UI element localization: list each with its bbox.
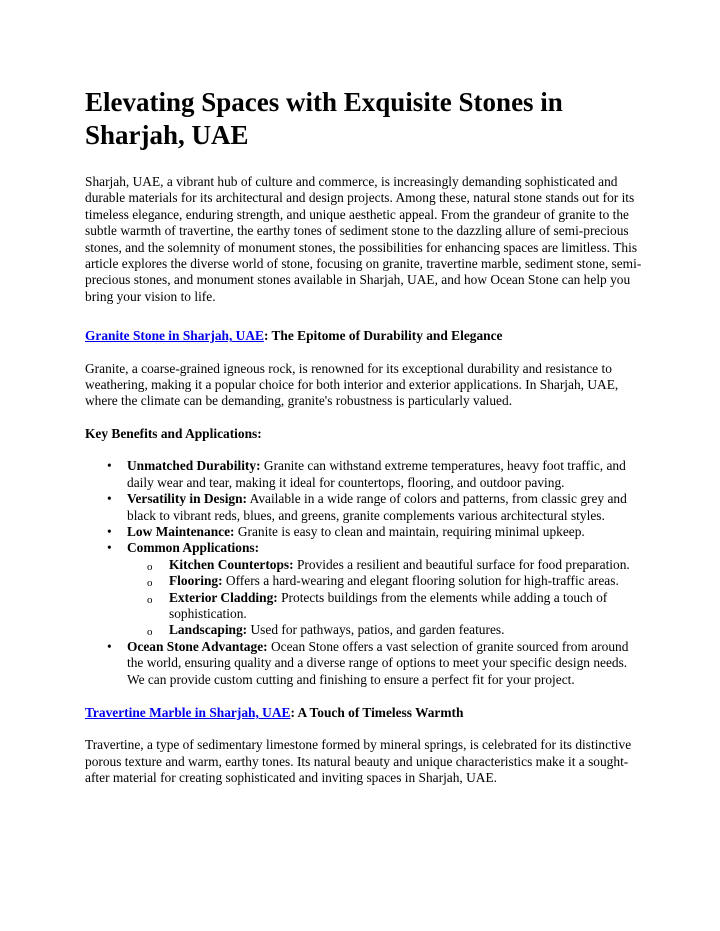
bullet-icon: • xyxy=(107,540,112,556)
page-title: Elevating Spaces with Exquisite Stones in Sharjah, UAE xyxy=(85,87,563,150)
sub-item-term: Landscaping: xyxy=(169,622,248,638)
bullet-icon: • xyxy=(107,491,112,507)
list-item-text: Granite can withstand extreme temperatures, heavy foot traffic, and daily wear and tear, making it ideal for countertops, flooring, and outdoor paving. xyxy=(127,458,626,490)
sub-list-item xyxy=(147,622,645,639)
travertine-section-heading xyxy=(85,705,645,721)
list-item xyxy=(107,523,645,540)
sub-item-text: Protects buildings from the elements while adding a touch of sophistication. xyxy=(169,589,608,621)
sub-list-item xyxy=(147,573,645,590)
travertine-paragraph: Travertine, a type of sedimentary limestone formed by mineral springs, is celebrated for its distinctive porous texture and warm, earthy tones. Its natural beauty and unique characteristics make it a sought-after material for creating sophisticated and inviting spaces in Sharjah, UAE. xyxy=(85,737,632,786)
list-item-term: Ocean Stone Advantage: xyxy=(127,638,268,654)
key-benefits-heading: Key Benefits and Applications: xyxy=(85,425,262,441)
granite-link[interactable]: Granite Stone in Sharjah, UAE xyxy=(85,328,264,344)
list-item-term: Common Applications: xyxy=(127,540,260,556)
sub-item-term: Kitchen Countertops: xyxy=(169,556,294,572)
list-item-term: Versatility in Design: xyxy=(127,491,248,507)
list-item-text: Ocean Stone offers a vast selection of granite sourced from around the world, ensuring quality and a diverse range of options to meet your specific design needs. We can provide custom cutting and finishing to ensure a perfect fit for your project. xyxy=(127,638,629,687)
circle-bullet-icon: o xyxy=(147,560,153,573)
circle-bullet-icon: o xyxy=(147,593,153,606)
list-item-term: Unmatched Durability: xyxy=(127,458,261,474)
sub-item-text: Provides a resilient and beautiful surface for food preparation. xyxy=(293,556,630,572)
travertine-heading-text: : A Touch of Timeless Warmth xyxy=(290,704,464,720)
granite-paragraph: Granite, a coarse-grained igneous rock, is renowned for its exceptional durability and resistance to weathering, making it a popular choice for both interior and exterior applications. In Sharjah, UAE, where the climate can be demanding, granite's robustness is particularly valued. xyxy=(85,360,619,409)
document-body xyxy=(85,86,645,787)
sub-item-term: Flooring: xyxy=(169,573,223,589)
benefits-list xyxy=(85,458,645,688)
sub-item-text: Used for pathways, patios, and garden features. xyxy=(247,622,505,638)
list-item xyxy=(107,638,645,688)
bullet-icon: • xyxy=(107,523,112,539)
sub-item-term: Exterior Cladding: xyxy=(169,589,278,605)
sub-list-item xyxy=(147,556,645,573)
circle-bullet-icon: o xyxy=(147,577,153,590)
granite-heading-text: : The Epitome of Durability and Elegance xyxy=(263,328,503,344)
sub-item-text: Offers a hard-wearing and elegant flooring solution for high-traffic areas. xyxy=(222,573,619,589)
bullet-icon: • xyxy=(107,458,112,474)
applications-sublist xyxy=(127,557,645,639)
circle-bullet-icon: o xyxy=(147,626,153,639)
list-item xyxy=(107,540,645,639)
sub-list-item xyxy=(147,589,645,623)
list-item-text: Available in a wide range of colors and patterns, from classic grey and black to vibrant reds, blues, and greens, granite complements various architectural styles. xyxy=(127,491,627,523)
travertine-link[interactable]: Travertine Marble in Sharjah, UAE xyxy=(85,704,291,720)
list-item-text: Granite is easy to clean and maintain, requiring minimal upkeep. xyxy=(234,523,585,539)
list-item xyxy=(107,491,645,524)
granite-section-heading xyxy=(85,328,645,344)
list-item-term: Low Maintenance: xyxy=(127,523,235,539)
intro-paragraph: Sharjah, UAE, a vibrant hub of culture and commerce, is increasingly demanding sophisticated and durable materials for its architectural and design projects. Among these, natural stone stands out for its timeless elegance, enduring strength, and unique aesthetic appeal. From the grandeur of granite to the subtle warmth of travertine, the earthy tones of sediment stone to the dazzling allure of semi-precious stones, and the solemnity of monument stones, the possibilities for enhancing spaces are limitless. This article explores the diverse world of stone, focusing on granite, travertine marble, sediment stone, semi-precious stones, and monument stones available in Sharjah, UAE, and how Ocean Stone can help you bring your vision to life. xyxy=(85,174,642,304)
bullet-icon: • xyxy=(107,638,112,654)
list-item xyxy=(107,458,645,491)
